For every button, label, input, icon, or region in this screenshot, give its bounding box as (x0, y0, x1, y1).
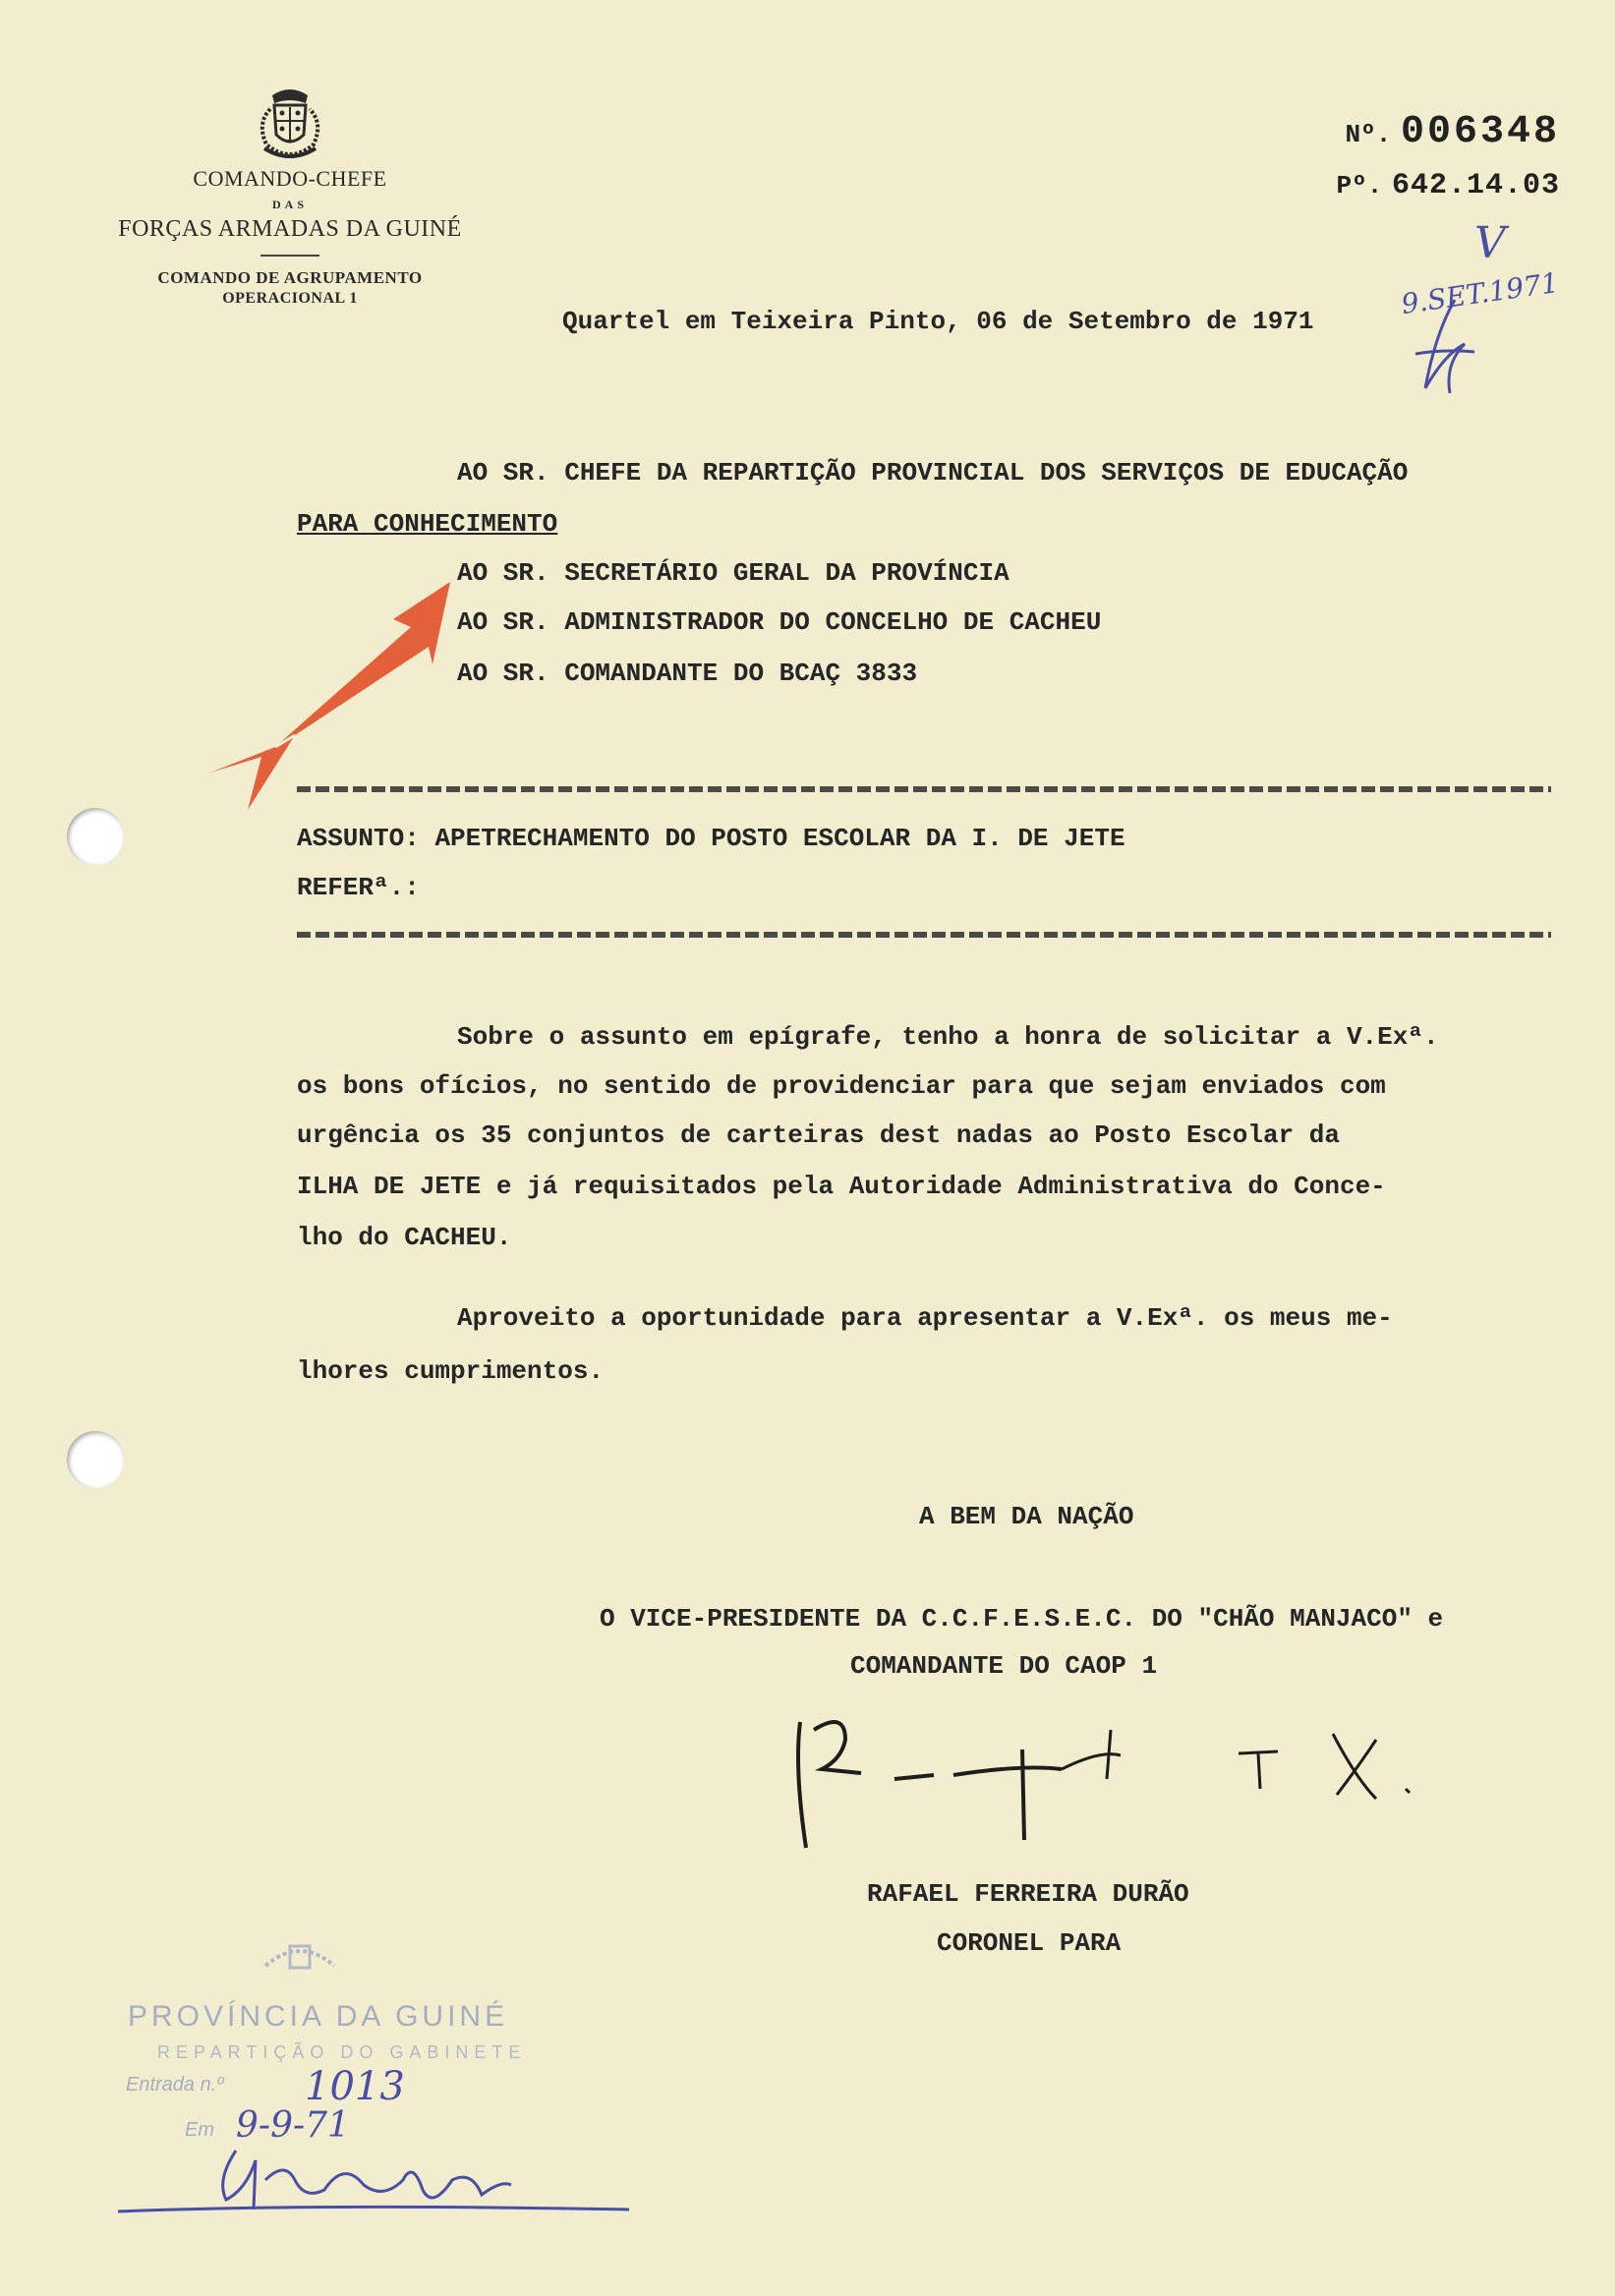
signatory-name: RAFAEL FERREIRA DURÃO (867, 1879, 1189, 1909)
subject-label: ASSUNTO: (297, 824, 420, 853)
divider-line (297, 786, 1551, 792)
letterhead-line-1: COMANDO-CHEFE (193, 166, 387, 191)
process-label: Pº. (1336, 171, 1383, 201)
addressee-primary: AO SR. CHEFE DA REPARTIÇÃO PROVINCIAL DOS SERVIÇOS DE EDUCAÇÃO (457, 458, 1409, 488)
number-label: Nº. (1345, 120, 1392, 149)
stamp-entry-number: 1013 (305, 2064, 405, 2109)
cc-heading: PARA CONHECIMENTO (297, 509, 558, 539)
body-line: Aproveito a oportunidade para apresentar a V.Exª. os meus me- (457, 1303, 1393, 1333)
letterhead-rule (260, 255, 319, 257)
signatory-rank: CORONEL PARA (937, 1928, 1122, 1958)
stamp-subtitle: REPARTIÇÃO DO GABINETE (157, 2042, 527, 2062)
closing-salutation: A BEM DA NAÇÃO (919, 1502, 1134, 1531)
reference-label: REFERª.: (297, 873, 420, 902)
received-check-mark: V (1474, 218, 1506, 268)
stamp-date-label: Em (185, 2119, 214, 2141)
letterhead-line-2: FORÇAS ARMADAS DA GUINÉ (118, 216, 462, 242)
received-date-handwritten: 9.SET.1971 (1399, 265, 1561, 321)
cc-addressee: AO SR. COMANDANTE DO BCAÇ 3833 (457, 659, 918, 688)
letterhead-line-3: COMANDO DE AGRUPAMENTO (157, 268, 423, 287)
stamp-title: PROVÍNCIA DA GUINÉ (128, 2000, 509, 2033)
stamp-date-value: 9-9-71 (236, 2105, 350, 2146)
letterhead (93, 84, 487, 308)
coat-of-arms-emblem (243, 84, 337, 162)
red-arrow-annotation (197, 570, 472, 816)
subject-line (297, 824, 1125, 853)
body-line: lho do CACHEU. (297, 1223, 512, 1252)
body-line: urgência os 35 conjuntos de carteiras dest nadas ao Posto Escolar da (297, 1120, 1340, 1150)
punch-hole (67, 1431, 124, 1488)
body-line: lhores cumprimentos. (297, 1356, 605, 1386)
registry-clerk-signature (118, 2141, 668, 2229)
process-number (1337, 169, 1560, 202)
stamp-entry-label: Entrada n.º (126, 2074, 224, 2095)
body-line: os bons ofícios, no sentido de providenciar para que sejam enviados com (297, 1071, 1386, 1101)
number-value: 006348 (1400, 110, 1560, 154)
cc-addressee: AO SR. SECRETÁRIO GERAL DA PROVÍNCIA (457, 558, 1009, 588)
body-line: ILHA DE JETE e já requisitados pela Autoridade Administrativa do Conce- (297, 1172, 1386, 1201)
registry-stamp (88, 1926, 639, 2231)
body-line: Sobre o assunto em epígrafe, tenho a honra de solicitar a V.Exª. (457, 1022, 1439, 1052)
document-number (1346, 110, 1560, 154)
signatory-title-line-1: O VICE-PRESIDENTE DA C.C.F.E.S.E.C. DO "CHÃO MANJACO" e (600, 1604, 1444, 1634)
process-value: 642.14.03 (1391, 169, 1560, 202)
punch-hole (67, 808, 124, 865)
received-initials-scribble (1406, 295, 1484, 403)
handwritten-signature (767, 1710, 1494, 1858)
divider-line (297, 932, 1551, 938)
cc-addressee: AO SR. ADMINISTRADOR DO CONCELHO DE CACHEU (457, 607, 1102, 637)
letterhead-line-4: OPERACIONAL 1 (222, 290, 358, 307)
subject-text: APETRECHAMENTO DO POSTO ESCOLAR DA I. DE JETE (434, 824, 1125, 853)
dateline: Quartel em Teixeira Pinto, 06 de Setembro de 1971 (562, 307, 1314, 336)
signatory-title-line-2: COMANDANTE DO CAOP 1 (850, 1651, 1158, 1681)
stamp-crest-emblem (256, 1926, 344, 1985)
letterhead-das: DAS (271, 198, 308, 211)
